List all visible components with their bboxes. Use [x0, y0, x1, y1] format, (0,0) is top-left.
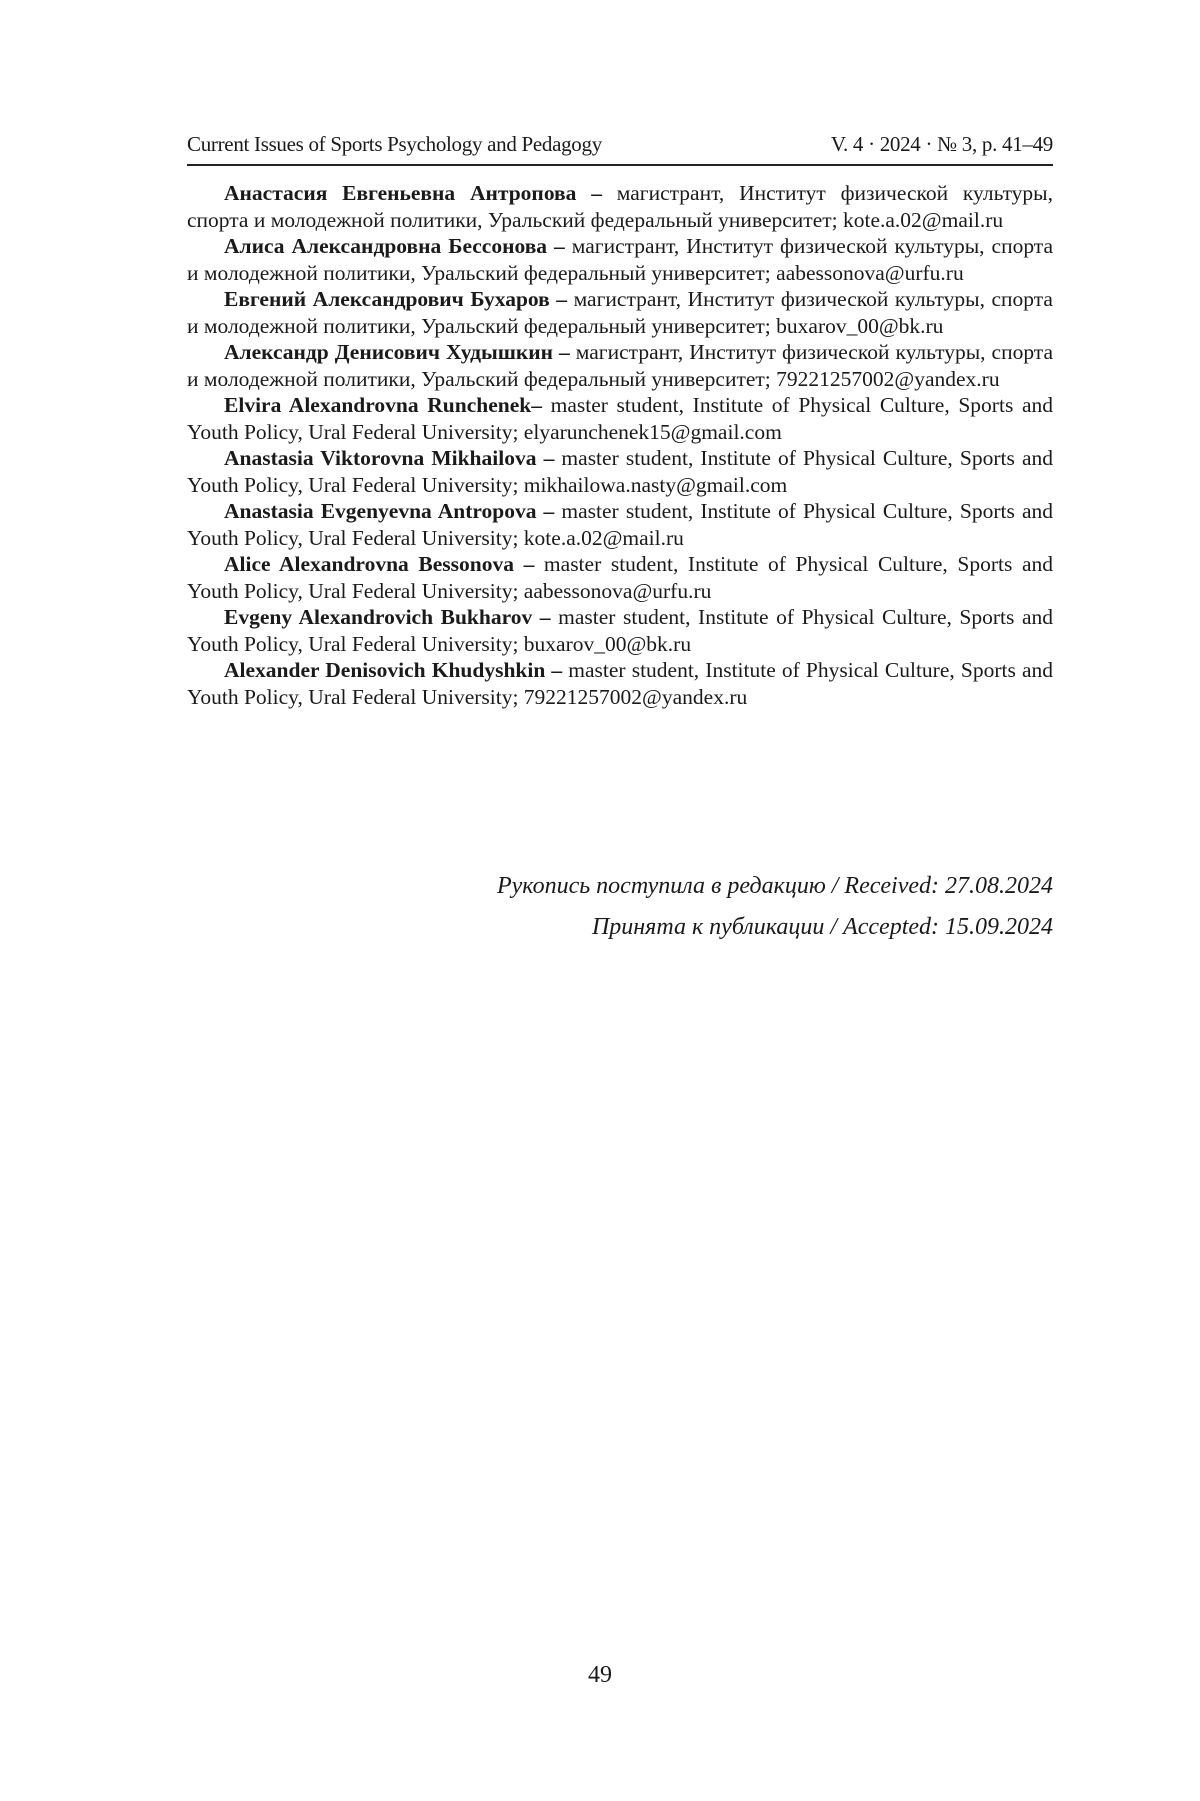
author-entry [187, 339, 1053, 392]
page-number: 49 [588, 1662, 612, 1688]
running-header [187, 124, 1053, 166]
submission-dates [187, 866, 1053, 948]
author-name: Алиса Александровна Бессонова – [224, 234, 565, 258]
author-name: Evgeny Alexandrovich Bukharov – [224, 605, 551, 629]
author-entry [187, 286, 1053, 339]
author-affiliation: master student, Institute of Physical Culture, Sports and Youth Policy, Ural Federal University; mikhailowa.nasty@gmail.com [187, 446, 1053, 497]
author-entry [187, 551, 1053, 604]
journal-title: Current Issues of Sports Psychology and Pedagogy [187, 131, 602, 156]
author-entry [187, 233, 1053, 286]
author-entry [187, 657, 1053, 710]
author-affiliation: master student, Institute of Physical Culture, Sports and Youth Policy, Ural Federal University; elyarunchenek15@gmail.com [187, 393, 1053, 444]
author-affiliation: магистрант, Институт физической культуры, спорта и молодежной политики, Уральский федеральный университет; aabessonova@urfu.ru [187, 234, 1053, 285]
author-affiliation: магистрант, Институт физической культуры, спорта и молодежной политики, Уральский федеральный университет; buxarov_00@bk.ru [187, 287, 1053, 338]
author-entry [187, 604, 1053, 657]
author-affiliation: master student, Institute of Physical Culture, Sports and Youth Policy, Ural Federal University; buxarov_00@bk.ru [187, 605, 1053, 656]
author-name: Anastasia Viktorovna Mikhailova – [224, 446, 555, 470]
author-affiliation: магистрант, Институт физической культуры, спорта и молодежной политики, Уральский федеральный университет; 79221257002@yandex.ru [187, 340, 1053, 391]
author-affiliation: master student, Institute of Physical Culture, Sports and Youth Policy, Ural Federal University; aabessonova@urfu.ru [187, 552, 1054, 603]
author-name: Anastasia Evgenyevna Antropova – [224, 499, 555, 523]
author-name: Евгений Александрович Бухаров – [224, 287, 568, 311]
accepted-date: Принята к публикации / Accepted: 15.09.2024 [591, 914, 1053, 940]
author-name: Александр Денисович Худышкин – [224, 340, 570, 364]
author-affiliation: master student, Institute of Physical Culture, Sports and Youth Policy, Ural Federal University; kote.a.02@mail.ru [187, 499, 1053, 550]
author-list [187, 180, 1053, 710]
volume-issue: V. 4 · 2024 · № 3, p. 41–49 [830, 131, 1053, 156]
author-name: Alice Alexandrovna Bessonova – [224, 552, 535, 576]
author-entry [187, 392, 1053, 445]
author-name: Elvira Alexandrovna Runchenek– [224, 393, 542, 417]
author-entry [187, 180, 1053, 233]
author-name: Alexander Denisovich Khudyshkin – [224, 658, 563, 682]
author-entry [187, 445, 1053, 498]
author-name: Анастасия Евгеньевна Антропова – [224, 181, 602, 205]
received-date: Рукопись поступила в редакцию / Received: 27.08.2024 [496, 873, 1053, 899]
author-affiliation: магистрант, Институт физической культуры, спорта и молодежной политики, Уральский федеральный университет; kote.a.02@mail.ru [187, 181, 1053, 232]
author-entry [187, 498, 1053, 551]
author-affiliation: master student, Institute of Physical Culture, Sports and Youth Policy, Ural Federal University; 79221257002@yandex.ru [187, 658, 1053, 709]
